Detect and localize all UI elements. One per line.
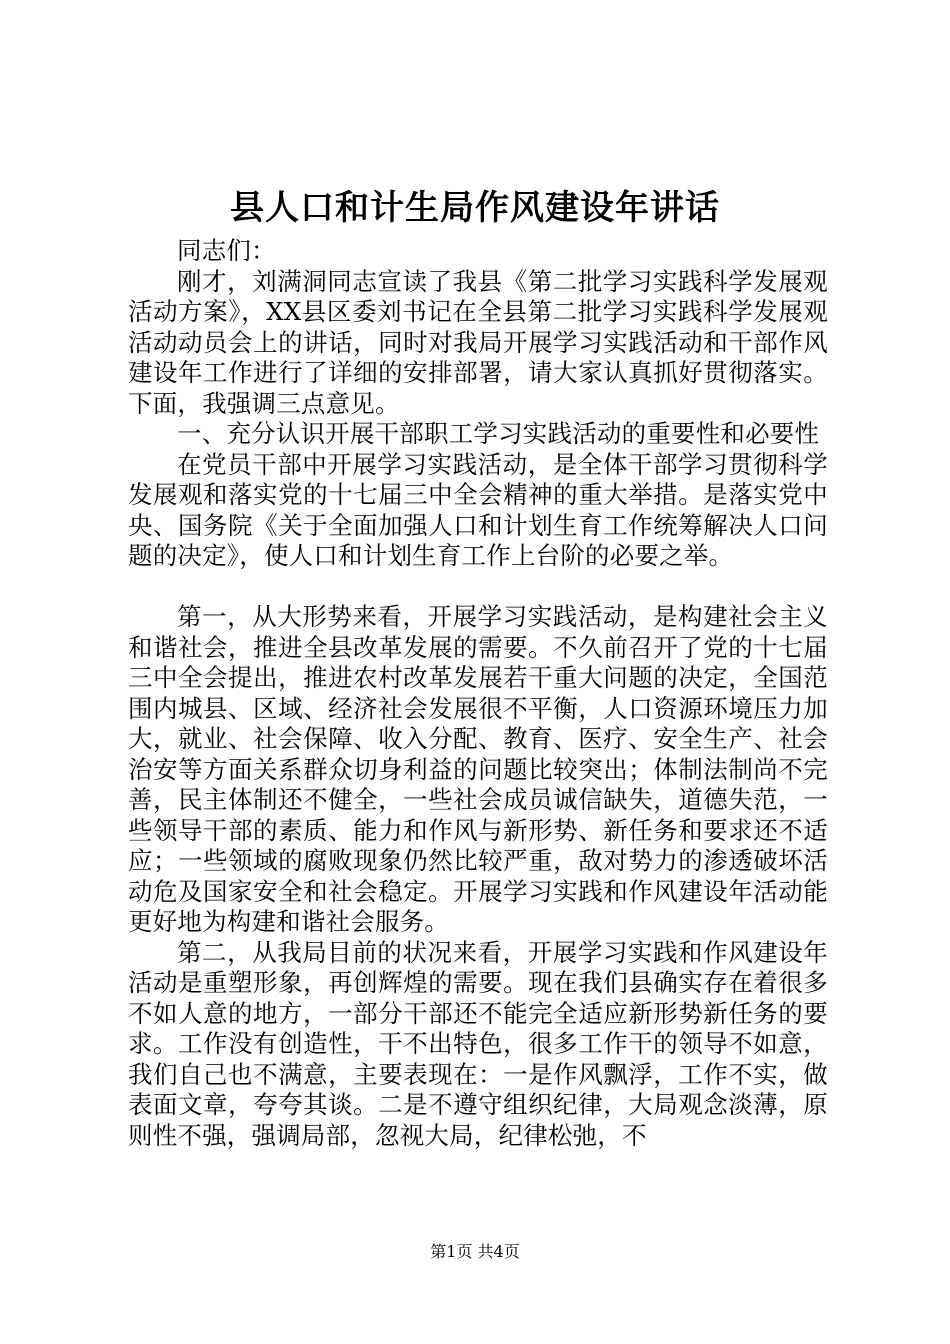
paragraph-point-2: 第二，从我局目前的状况来看，开展学习实践和作风建设年活动是重塑形象，再创辉煌的需要。现在我们县确实存在着很多不如人意的地方，一部分干部还不能完全适应新形势新任务的要求。工作没有创造性，干不出特色，很多工作干的领导不如意，我们自己也不满意，主要表现在：一是作风飘浮，工作不实，做表面文章，夸夸其谈。二是不遵守组织纪律，大局观念淡薄，原则性不强，强调局部，忽视大局，纪律松弛，不 (128, 937, 828, 1150)
document-body (128, 236, 828, 1151)
paragraph-significance: 在党员干部中开展学习实践活动，是全体干部学习贯彻科学发展观和落实党的十七届三中全会精神的重大举措。是落实党中央、国务院《关于全面加强人口和计划生育工作统筹解决人口问题的决定》，使人口和计划生育工作上台阶的必要之举。 (128, 449, 828, 570)
paragraph-point-1: 第一，从大形势来看，开展学习实践活动，是构建社会主义和谐社会，推进全县改革发展的需要。不久前召开了党的十七届三中全会提出，推进农村改革发展若干重大问题的决定，全国范围内城县、区域、经济社会发展很不平衡，人口资源环境压力加大，就业、社会保障、收入分配、教育、医疗、安全生产、社会治安等方面关系群众切身利益的问题比较突出；体制法制尚不完善，民主体制还不健全，一些社会成员诚信缺失，道德失范，一些领导干部的素质、能力和作风与新形势、新任务和要求还不适应；一些领域的腐败现象仍然比较严重，敌对势力的渗透破坏活动危及国家安全和社会稳定。开展学习实践和作风建设年活动能更好地为构建和谐社会服务。 (128, 602, 828, 936)
section-heading-1: 一、充分认识开展干部职工学习实践活动的重要性和必要性 (177, 419, 820, 448)
page-number-footer: 第1页 共4页 (430, 1242, 520, 1261)
salutation: 同志们： (177, 236, 276, 265)
paragraph-intro: 刚才，刘满洞同志宣读了我县《第二批学习实践科学发展观活动方案》，XX县区委刘书记在全县第二批学习实践科学发展观活动动员会上的讲话，同时对我局开展学习实践活动和干部作风建设年工作进行了详细的安排部署，请大家认真抓好贯彻落实。下面，我强调三点意见。 (128, 266, 828, 418)
document-title: 县人口和计生局作风建设年讲话 (230, 188, 720, 228)
